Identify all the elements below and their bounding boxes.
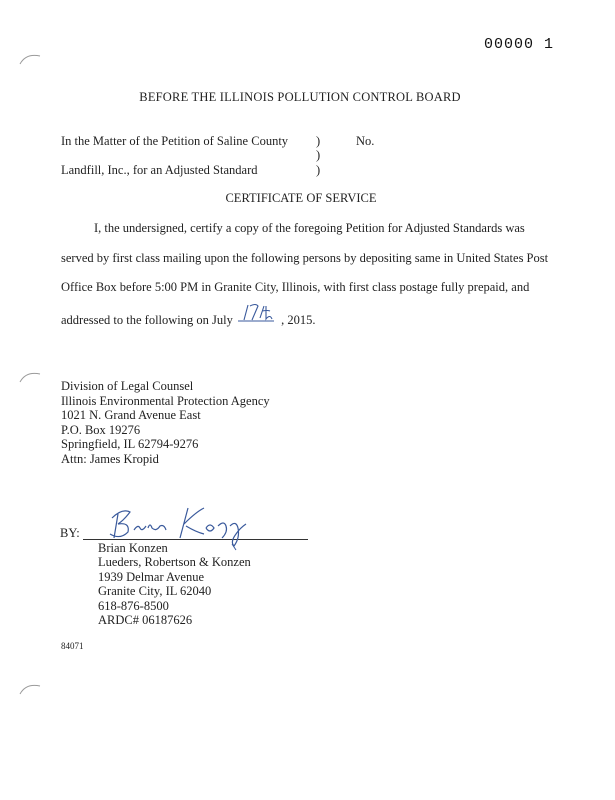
- body-line-4-suffix: , 2015.: [281, 313, 316, 327]
- recipient-line-6: Attn: James Kropid: [61, 452, 159, 466]
- document-title: BEFORE THE ILLINOIS POLLUTION CONTROL BOARD: [139, 90, 461, 104]
- body-line-4: [61, 310, 315, 328]
- caption-line-2: Landfill, Inc., for an Adjusted Standard: [61, 163, 258, 177]
- signer-phone: 618-876-8500: [98, 599, 169, 613]
- caption-paren: ): [316, 148, 321, 162]
- by-label: BY:: [60, 526, 80, 540]
- body-line-1: I, the undersigned, certify a copy of the foregoing Petition for Adjusted Standards was: [94, 221, 525, 235]
- certificate-heading: CERTIFICATE OF SERVICE: [225, 191, 377, 205]
- body-line-4-prefix: addressed to the following on July: [61, 313, 233, 327]
- recipient-line-1: Division of Legal Counsel: [61, 379, 194, 393]
- signer-firm: Lueders, Robertson & Konzen: [98, 555, 251, 569]
- handwritten-date: [236, 310, 278, 324]
- body-line-3: Office Box before 5:00 PM in Granite City, Illinois, with first class postage fully prepaid, and: [61, 280, 530, 294]
- punch-hole-mark: [18, 370, 42, 384]
- caption-paren: ): [316, 134, 321, 148]
- case-number-label: No.: [356, 134, 375, 148]
- recipient-line-5: Springfield, IL 62794-9276: [61, 437, 199, 451]
- recipient-line-4: P.O. Box 19276: [61, 423, 141, 437]
- punch-hole-mark: [18, 52, 42, 66]
- signer-city: Granite City, IL 62040: [98, 584, 212, 598]
- page-stamp-number: 00000 1: [484, 36, 555, 53]
- punch-hole-mark: [18, 682, 42, 696]
- footer-document-number: 84071: [61, 641, 84, 651]
- recipient-line-3: 1021 N. Grand Avenue East: [61, 408, 201, 422]
- signer-ardc: ARDC# 06187626: [98, 613, 193, 627]
- signer-name: Brian Konzen: [98, 541, 168, 555]
- caption-paren: ): [316, 163, 321, 177]
- caption-line-1: In the Matter of the Petition of Saline County: [61, 134, 289, 148]
- recipient-line-2: Illinois Environmental Protection Agency: [61, 394, 270, 408]
- body-line-2: served by first class mailing upon the following persons by depositing same in United States Post: [61, 251, 549, 265]
- signer-street: 1939 Delmar Avenue: [98, 570, 204, 584]
